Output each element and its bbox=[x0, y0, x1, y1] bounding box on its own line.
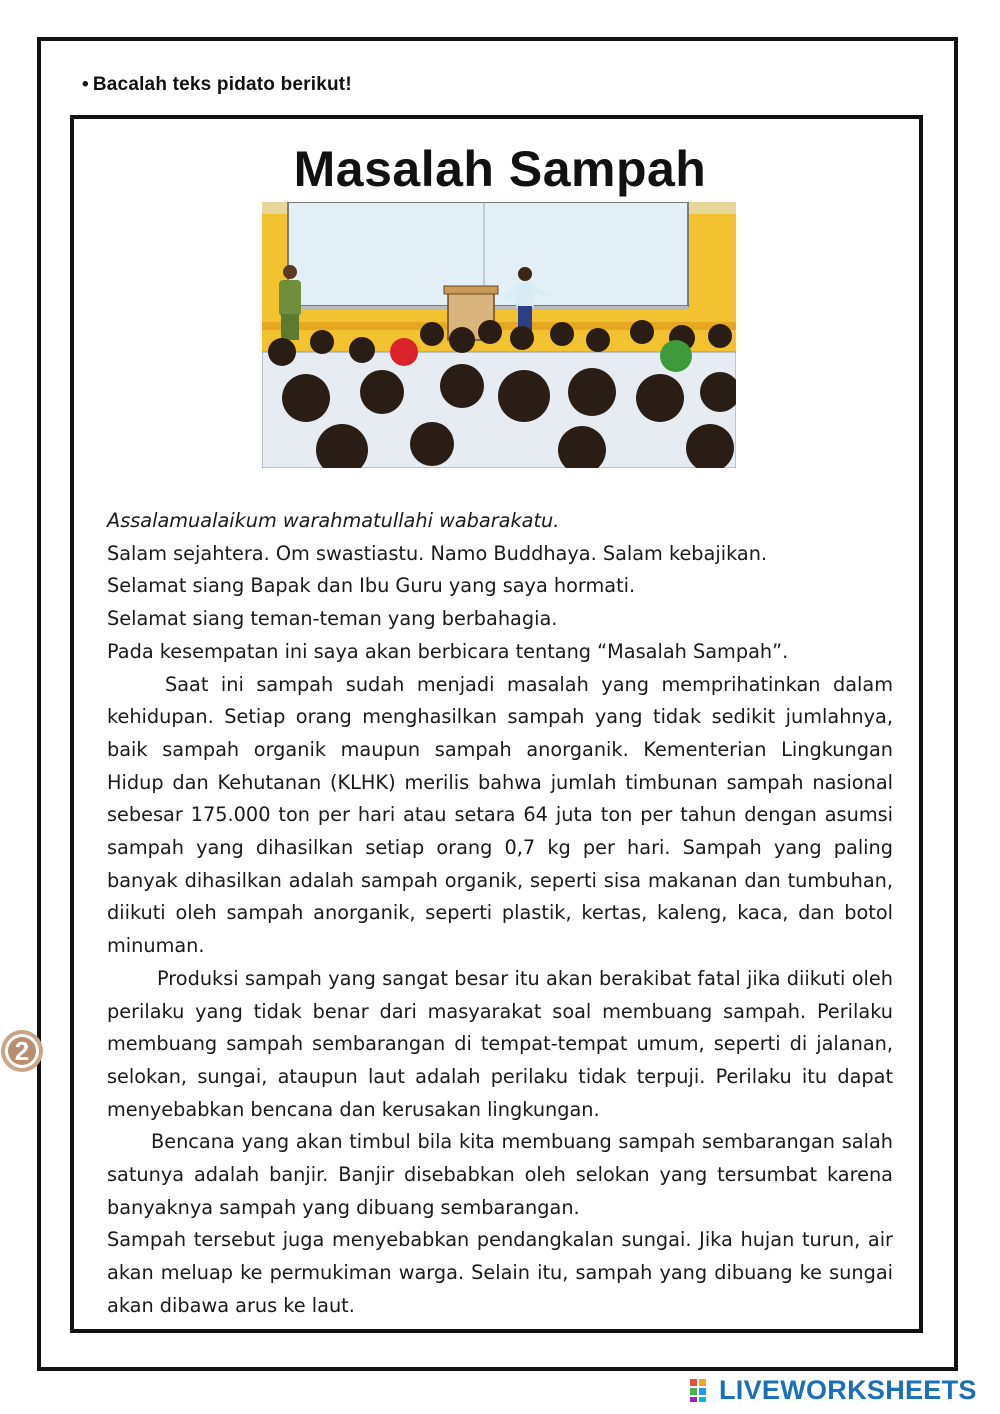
bullet: • bbox=[82, 74, 89, 95]
page-title: Masalah Sampah bbox=[293, 141, 707, 197]
paragraph: Saat ini sampah sudah menjadi masalah yang memprihatinkan dalam kehidupan. Setiap orang menghasilkan sampah yang tidak sedikit jumlahnya, baik sampah organik maupun sampah anorganik. Kementerian Lingkungan Hidup dan Kehutanan (KLHK) merilis bahwa jumlah timbunan sampah nasional sebesar 175.000 ton per hari atau setara 64 juta ton per tahun dengan asumsi sampah yang dihasilkan setiap orang 0,7 kg per hari. Sampah yang paling banyak dihasilkan adalah sampah organik, seperti sisa makanan dan tumbuhan, diikuti oleh sampah anorganik, seperti plastik, kertas, kaleng, kaca, dan botol minuman. bbox=[107, 672, 893, 958]
liveworksheets-brand bbox=[690, 1376, 977, 1404]
instruction bbox=[82, 74, 352, 96]
greeting-line: Selamat siang Bapak dan Ibu Guru yang saya hormati. bbox=[107, 574, 636, 598]
greeting-line: Pada kesempatan ini saya akan berbicara tentang “Masalah Sampah”. bbox=[107, 639, 789, 663]
page-number: 2 bbox=[14, 1036, 30, 1066]
instruction-text: Bacalah teks pidato berikut! bbox=[92, 74, 352, 95]
classroom-speech-illustration bbox=[262, 202, 736, 468]
paragraph: Produksi sampah yang sangat besar itu akan berakibat fatal jika diikuti oleh perilaku yang tidak benar dari masyarakat soal membuang sampah. Perilaku membuang sampah sembarangan di tempat-tempat umum, seperti di jalanan, selokan, sungai, ataupun laut adalah perilaku tidak terpuji. Perilaku itu dapat menyebabkan bencana dan kerusakan lingkungan. bbox=[107, 966, 893, 1121]
greeting-line: Selamat siang teman-teman yang berbahagia. bbox=[107, 607, 558, 631]
liveworksheets-logo-icon bbox=[690, 1377, 716, 1403]
paragraph: Sampah tersebut juga menyebabkan pendangkalan sungai. Jika hujan turun, air akan meluap ke permukiman warga. Selain itu, sampah yang dibuang ke sungai akan dibawa arus ke laut. bbox=[107, 1228, 893, 1317]
greeting-line: Salam sejahtera. Om swastiastu. Namo Buddhaya. Salam kebajikan. bbox=[107, 541, 768, 565]
speech-body bbox=[107, 505, 893, 1323]
brand-name: LIVEWORKSHEETS bbox=[719, 1374, 977, 1405]
greeting-line: Assalamualaikum warahmatullahi wabarakatu. bbox=[107, 509, 560, 532]
paragraph: Bencana yang akan timbul bila kita membuang sampah sembarangan salah satunya adalah banjir. Banjir disebabkan oleh selokan yang tersumbat karena banyaknya sampah yang dibuang sembarangan. bbox=[107, 1130, 893, 1219]
page-number-badge bbox=[0, 1027, 48, 1075]
